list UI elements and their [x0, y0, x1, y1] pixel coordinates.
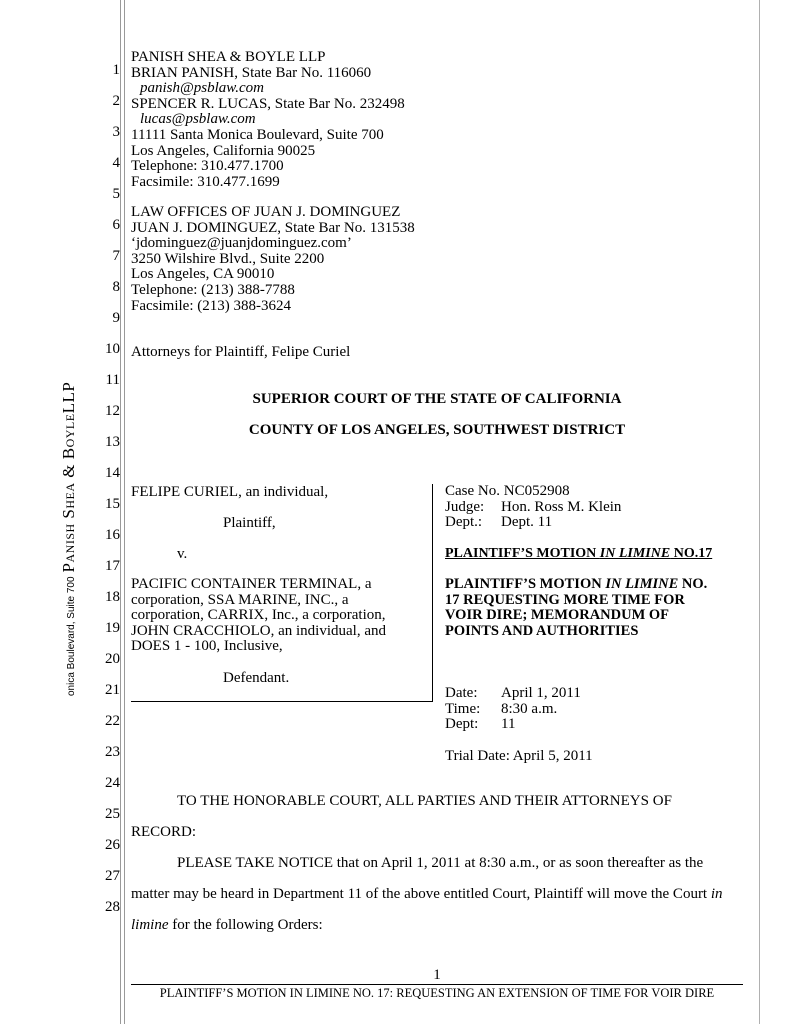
line-number: 28: [105, 899, 120, 915]
counsel2-address2: Los Angeles, CA 90010: [131, 266, 275, 283]
trial-date: Trial Date: April 5, 2011: [445, 748, 593, 764]
counsel1-email1: panish@psblaw.com: [140, 80, 264, 97]
line-number: 24: [105, 775, 120, 791]
line-number: 9: [112, 310, 120, 326]
line-number: 7: [112, 248, 120, 264]
line-number: 27: [105, 868, 120, 884]
caption-divider-horizontal: [131, 701, 433, 702]
counsel1-telephone: Telephone: 310.477.1700: [131, 158, 284, 175]
notice-line-2-text: matter may be heard in Department 11 of the above entitled Court, Plaintiff will move the Court: [131, 886, 711, 902]
line-number: 10: [105, 341, 120, 357]
motion-heading-italic: IN LIMINE: [599, 546, 671, 561]
caption-defendant-line: PACIFIC CONTAINER TERMINAL, a: [131, 576, 372, 592]
line-number: 11: [105, 372, 120, 388]
line-number: 16: [105, 527, 120, 543]
case-number-block: [445, 484, 621, 531]
hearing-time-line: [445, 702, 581, 718]
salutation-line-2: RECORD:: [131, 824, 197, 840]
motion-heading-post: NO.17: [670, 546, 713, 561]
hearing-time-label: Time:: [445, 700, 481, 717]
hearing-date: April 1, 2011: [501, 685, 581, 701]
judge-line: [445, 500, 621, 516]
notice-line-2-italic: in: [710, 886, 723, 902]
notice-line-3-italic: limine: [131, 917, 169, 933]
line-number: 1: [112, 62, 120, 78]
caption-divider-vertical: [432, 484, 433, 702]
court-county: COUNTY OF LOS ANGELES, SOUTHWEST DISTRICT: [248, 422, 626, 438]
line-number: 13: [105, 434, 120, 450]
line-number: 26: [105, 837, 120, 853]
counsel2-address1: 3250 Wilshire Blvd., Suite 2200: [131, 250, 325, 267]
hearing-dept-line: [445, 717, 581, 733]
line-number: 17: [105, 558, 120, 574]
attorneys-for: Attorneys for Plaintiff, Felipe Curiel: [131, 344, 351, 360]
caption-plaintiff: FELIPE CURIEL, an individual,: [131, 484, 329, 500]
counsel1-email2: lucas@psblaw.com: [140, 111, 256, 128]
hearing-time: 8:30 a.m.: [501, 700, 558, 717]
salutation-line-1: TO THE HONORABLE COURT, ALL PARTIES AND THEIR ATTORNEYS OF: [177, 793, 672, 809]
line-number: 3: [112, 124, 120, 140]
line-number: 19: [105, 620, 120, 636]
dept-line: [445, 515, 621, 531]
counsel1-facsimile: Facsimile: 310.477.1699: [131, 173, 280, 190]
court-name: SUPERIOR COURT OF THE STATE OF CALIFORNIA: [252, 391, 622, 407]
dept-value: Dept. 11: [501, 514, 553, 531]
left-margin-rule-inner: [124, 0, 125, 1024]
motion-title-line: 17 REQUESTING MORE TIME FOR: [445, 591, 685, 608]
line-number: 20: [105, 651, 120, 667]
motion-heading: [445, 546, 712, 562]
caption-defendant-line: corporation, CARRIX, Inc., a corporation,: [131, 607, 386, 624]
counsel1-address1: 11111 Santa Monica Boulevard, Suite 700: [131, 126, 384, 143]
hearing-dept-label: Dept:: [445, 716, 479, 733]
counsel2-firm: LAW OFFICES OF JUAN J. DOMINGUEZ: [131, 204, 401, 220]
line-number: 12: [105, 403, 120, 419]
case-number: Case No. NC052908: [445, 483, 570, 499]
counsel2-facsimile: Facsimile: (213) 388-3624: [131, 297, 291, 314]
caption-plaintiff-role: Plaintiff,: [223, 515, 276, 531]
line-number: 22: [105, 713, 120, 729]
firm-side-label: [59, 382, 79, 696]
counsel1-attorney2: SPENCER R. LUCAS, State Bar No. 232498: [131, 95, 405, 112]
right-margin-rule: [759, 0, 760, 1024]
motion-title: [445, 577, 707, 639]
line-number: 8: [112, 279, 120, 295]
caption-defendant-line: corporation, SSA MARINE, INC., a: [131, 591, 349, 608]
counsel1-firm: PANISH SHEA & BOYLE LLP: [131, 49, 326, 65]
counsel2-email: ‘jdominguez@juanjdominguez.com’: [131, 235, 352, 252]
hearing-date-line: [445, 686, 581, 702]
line-number: 14: [105, 465, 120, 481]
counsel1-attorney1: BRIAN PANISH, State Bar No. 116060: [131, 64, 372, 81]
line-number: 6: [112, 217, 120, 233]
line-number: 15: [105, 496, 120, 512]
hearing-dept: 11: [501, 716, 516, 733]
hearing-date-label: Date:: [445, 685, 478, 701]
caption-versus: v.: [177, 546, 188, 562]
page-number: 1: [433, 967, 441, 983]
footer-title: PLAINTIFF’S MOTION IN LIMINE NO. 17: REQUESTING AN EXTENSION OF TIME FOR VOIR DIRE: [159, 986, 715, 1000]
line-number: 18: [105, 589, 120, 605]
motion-heading-pre: PLAINTIFF’S MOTION: [445, 546, 600, 561]
caption-defendant-line: JOHN CRACCHIOLO, an individual, and: [131, 622, 386, 639]
counsel2-telephone: Telephone: (213) 388-7788: [131, 281, 295, 298]
motion-title-line: POINTS AND AUTHORITIES: [445, 622, 639, 639]
line-number: 25: [105, 806, 120, 822]
line-number: 4: [112, 155, 120, 171]
motion-title-post: NO.: [678, 576, 708, 592]
counsel1-address2: Los Angeles, California 90025: [131, 142, 316, 159]
firm-side-address: onica Boulevard, Suite 700: [66, 576, 77, 696]
notice-line-1: PLEASE TAKE NOTICE that on April 1, 2011 at 8:30 a.m., or as soon thereafter as the: [177, 855, 704, 871]
notice-line-2: [131, 886, 723, 903]
notice-line-3-text: for the following Orders:: [168, 917, 323, 933]
line-number: 23: [105, 744, 120, 760]
notice-line-3: [131, 917, 323, 934]
caption-defendant-line: DOES 1 - 100, Inclusive,: [131, 638, 283, 655]
firm-side-name: Panish Shea & BoyleLLP: [59, 381, 78, 573]
judge-name: Hon. Ross M. Klein: [501, 498, 622, 515]
judge-label: Judge:: [445, 498, 485, 515]
counsel2-attorney: JUAN J. DOMINGUEZ, State Bar No. 131538: [131, 219, 415, 236]
footer-rule: [131, 984, 743, 985]
left-margin-rule-outer: [120, 0, 121, 1024]
line-number: 21: [105, 682, 120, 698]
motion-title-pre: PLAINTIFF’S MOTION: [445, 576, 606, 592]
motion-title-italic: IN LIMINE: [605, 576, 679, 592]
motion-title-first-line: [445, 577, 707, 593]
line-number: 5: [112, 186, 120, 202]
hearing-block: [445, 686, 581, 733]
caption-defendant-role: Defendant.: [223, 670, 290, 686]
caption-defendants: [131, 577, 386, 655]
line-number: 2: [112, 93, 120, 109]
motion-title-line: VOIR DIRE; MEMORANDUM OF: [445, 607, 670, 624]
counsel-block-1: [131, 50, 405, 190]
dept-label: Dept.:: [445, 514, 483, 531]
counsel-block-2: [131, 205, 415, 314]
